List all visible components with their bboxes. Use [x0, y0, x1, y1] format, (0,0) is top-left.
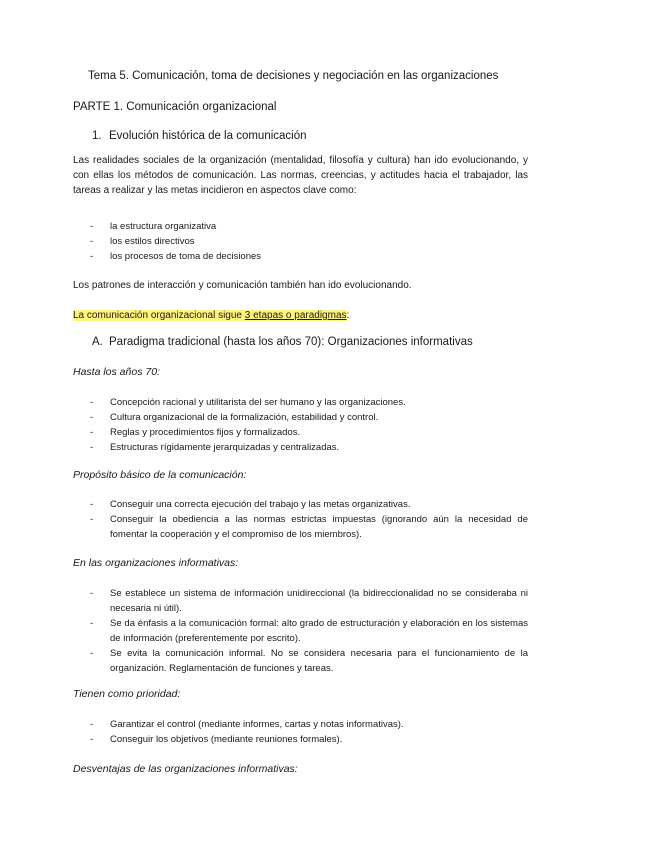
list-item: - la estructura organizativa: [90, 219, 528, 234]
part-heading: PARTE 1. Comunicación organizacional: [73, 101, 277, 113]
stages-link[interactable]: 3 etapas o paradigmas: [244, 310, 347, 321]
section-heading-a: [92, 336, 473, 348]
subheading-proposito: Propósito básico de la comunicación:: [73, 469, 247, 481]
list-item: - Conseguir la obediencia a las normas estrictas impuestas (ignorando aún la necesidad de fomentar la cooperación y el compromiso de los miembros).: [90, 512, 528, 542]
list-item: - Reglas y procedimientos fijos y formalizados.: [90, 425, 528, 440]
list-item: - Conseguir una correcta ejecución del trabajo y las metas organizativas.: [90, 497, 528, 512]
subheading-prioridad: Tienen como prioridad:: [73, 688, 181, 700]
list-item: - los procesos de toma de decisiones: [90, 249, 528, 264]
list-item: - Cultura organizacional de la formalización, estabilidad y control.: [90, 410, 528, 425]
intro-paragraph: Las realidades sociales de la organización (mentalidad, filosofía y cultura) han ido evolucionando, y con ellas los métodos de comunicación. Las normas, creencias, y actitudes hacia el trabajador, las tareas a realizar y las metas incidieron en aspectos clave como:: [73, 155, 528, 196]
subheading-hasta: Hasta los años 70:: [73, 366, 160, 378]
traits-list: [90, 395, 528, 455]
priority-list: [90, 717, 528, 747]
purpose-list: [90, 497, 528, 542]
list-item: - los estilos directivos: [90, 234, 528, 249]
aspects-list: [90, 219, 528, 264]
patterns-paragraph: Los patrones de interacción y comunicación también han ido evolucionando.: [73, 280, 412, 291]
colon: :: [346, 310, 350, 321]
subheading-desventajas: Desventajas de las organizaciones informativas:: [73, 763, 298, 775]
list-item: - Se evita la comunicación informal. No se considera necesaria para el funcionamiento de la organización. Reglamentación de funciones y tareas.: [90, 646, 528, 676]
subheading-en-las: En las organizaciones informativas:: [73, 557, 239, 569]
list-item: - Concepción racional y utilitarista del ser humano y las organizaciones.: [90, 395, 528, 410]
informative-org-list: [90, 586, 528, 676]
list-item: - Estructuras rígidamente jerarquizadas y centralizadas.: [90, 440, 528, 455]
list-item: - Se da énfasis a la comunicación formal: alto grado de estructuración y elaboración en los sistemas de información (preferentemente por escrito).: [90, 616, 528, 646]
list-item: - Garantizar el control (mediante informes, cartas y notas informativas).: [90, 717, 528, 732]
section-number: 1.: [92, 130, 102, 142]
section-label: Evolución histórica de la comunicación: [109, 130, 307, 142]
list-item: - Conseguir los objetivos (mediante reuniones formales).: [90, 732, 528, 747]
section-label: Paradigma tradicional (hasta los años 70): Organizaciones informativas: [109, 336, 473, 348]
section-heading-1: [92, 130, 307, 142]
list-item: - Se establece un sistema de información unidireccional (la bidireccionalidad no se consideraba ni necesaria ni útil).: [90, 586, 528, 616]
section-letter: A.: [92, 336, 103, 348]
highlighted-text: La comunicación organizacional sigue: [73, 310, 245, 321]
document-title: Tema 5. Comunicación, toma de decisiones y negociación en las organizaciones: [88, 70, 499, 82]
stages-paragraph: [73, 308, 528, 323]
